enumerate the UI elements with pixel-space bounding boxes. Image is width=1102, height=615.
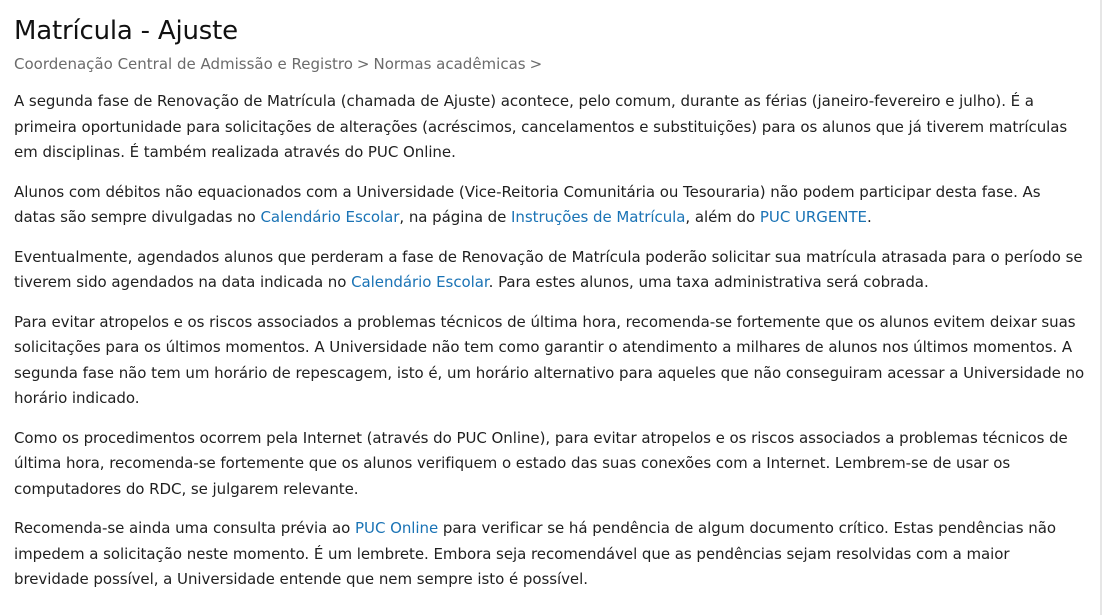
paragraph-text: . Para estes alunos, uma taxa administrativa será cobrada. xyxy=(488,273,929,291)
puc-urgente-link[interactable]: PUC URGENTE xyxy=(759,208,867,226)
paragraph-text: , além do xyxy=(685,208,760,226)
article-body xyxy=(14,89,1086,593)
breadcrumb-separator: > xyxy=(356,55,370,73)
paragraph-text: Eventualmente, agendados alunos que perderam a fase de Renovação de Matrícula poderão solicitar sua matrícula atrasada para o período se tiverem sido agendados na data indicada no xyxy=(14,247,1083,291)
paragraph-text: para verificar se há pendência de algum documento crítico. Estas pendências não impedem a solicitação neste momento. É um lembrete. Embora seja recomendável que as pendências sejam resolvidas com a maior brevidade possível, a Universidade entende que nem sempre isto é possível. xyxy=(14,519,1056,588)
paragraph-pendencias xyxy=(14,516,1086,593)
paragraph-text: , na página de xyxy=(399,208,512,226)
breadcrumb-separator: > xyxy=(529,55,543,73)
page-container xyxy=(14,14,1086,607)
breadcrumb-item-ccar[interactable]: Coordenação Central de Admissão e Registro xyxy=(14,55,353,73)
puc-online-link[interactable]: PUC Online xyxy=(355,519,439,537)
calendario-escolar-link[interactable]: Calendário Escolar xyxy=(351,273,489,291)
paragraph-atropelos: Para evitar atropelos e os riscos associados a problemas técnicos de última hora, recomenda-se fortemente que os alunos evitem deixar suas solicitações para os últimos momentos. A Universidade não tem como garantir o atendimento a milhares de alunos nos últimos momentos. A segunda fase não tem um horário de repescagem, isto é, um horário alternativo para aqueles que não conseguiram acessar a Universidade no horário indicado. xyxy=(14,312,1085,407)
paragraph-text: . xyxy=(867,208,872,226)
breadcrumb xyxy=(14,52,1086,76)
page-title: Matrícula - Ajuste xyxy=(14,16,238,46)
paragraph-matricula-atrasada xyxy=(14,245,1086,296)
instrucoes-matricula-link[interactable]: Instruções de Matrícula xyxy=(511,208,686,226)
calendario-escolar-link[interactable]: Calendário Escolar xyxy=(260,208,400,226)
paragraph-internet: Como os procedimentos ocorrem pela Internet (através do PUC Online), para evitar atropelos e os riscos associados a problemas técnicos de última hora, recomenda-se fortemente que os alunos verifiquem o estado das suas conexões com a Internet. Lembrem-se de usar os computadores do RDC, se julgarem relevante. xyxy=(14,428,1068,498)
paragraph-debitos xyxy=(14,180,1086,231)
paragraph-ajuste-intro: A segunda fase de Renovação de Matrícula (chamada de Ajuste) acontece, pelo comum, durante as férias (janeiro-fevereiro e julho). É a primeira oportunidade para solicitações de alterações (acréscimos, cancelamentos e substituições) para os alunos que já tiverem matrículas em disciplinas. É também realizada através do PUC Online. xyxy=(14,92,1068,161)
breadcrumb-item-normas[interactable]: Normas acadêmicas xyxy=(373,55,526,73)
paragraph-text: Recomenda-se ainda uma consulta prévia ao xyxy=(14,519,356,537)
paragraph-text: Alunos com débitos não equacionados com a Universidade (Vice-Reitoria Comunitária ou Tesouraria) não podem participar desta fase. As datas são sempre divulgadas no xyxy=(14,182,1041,226)
